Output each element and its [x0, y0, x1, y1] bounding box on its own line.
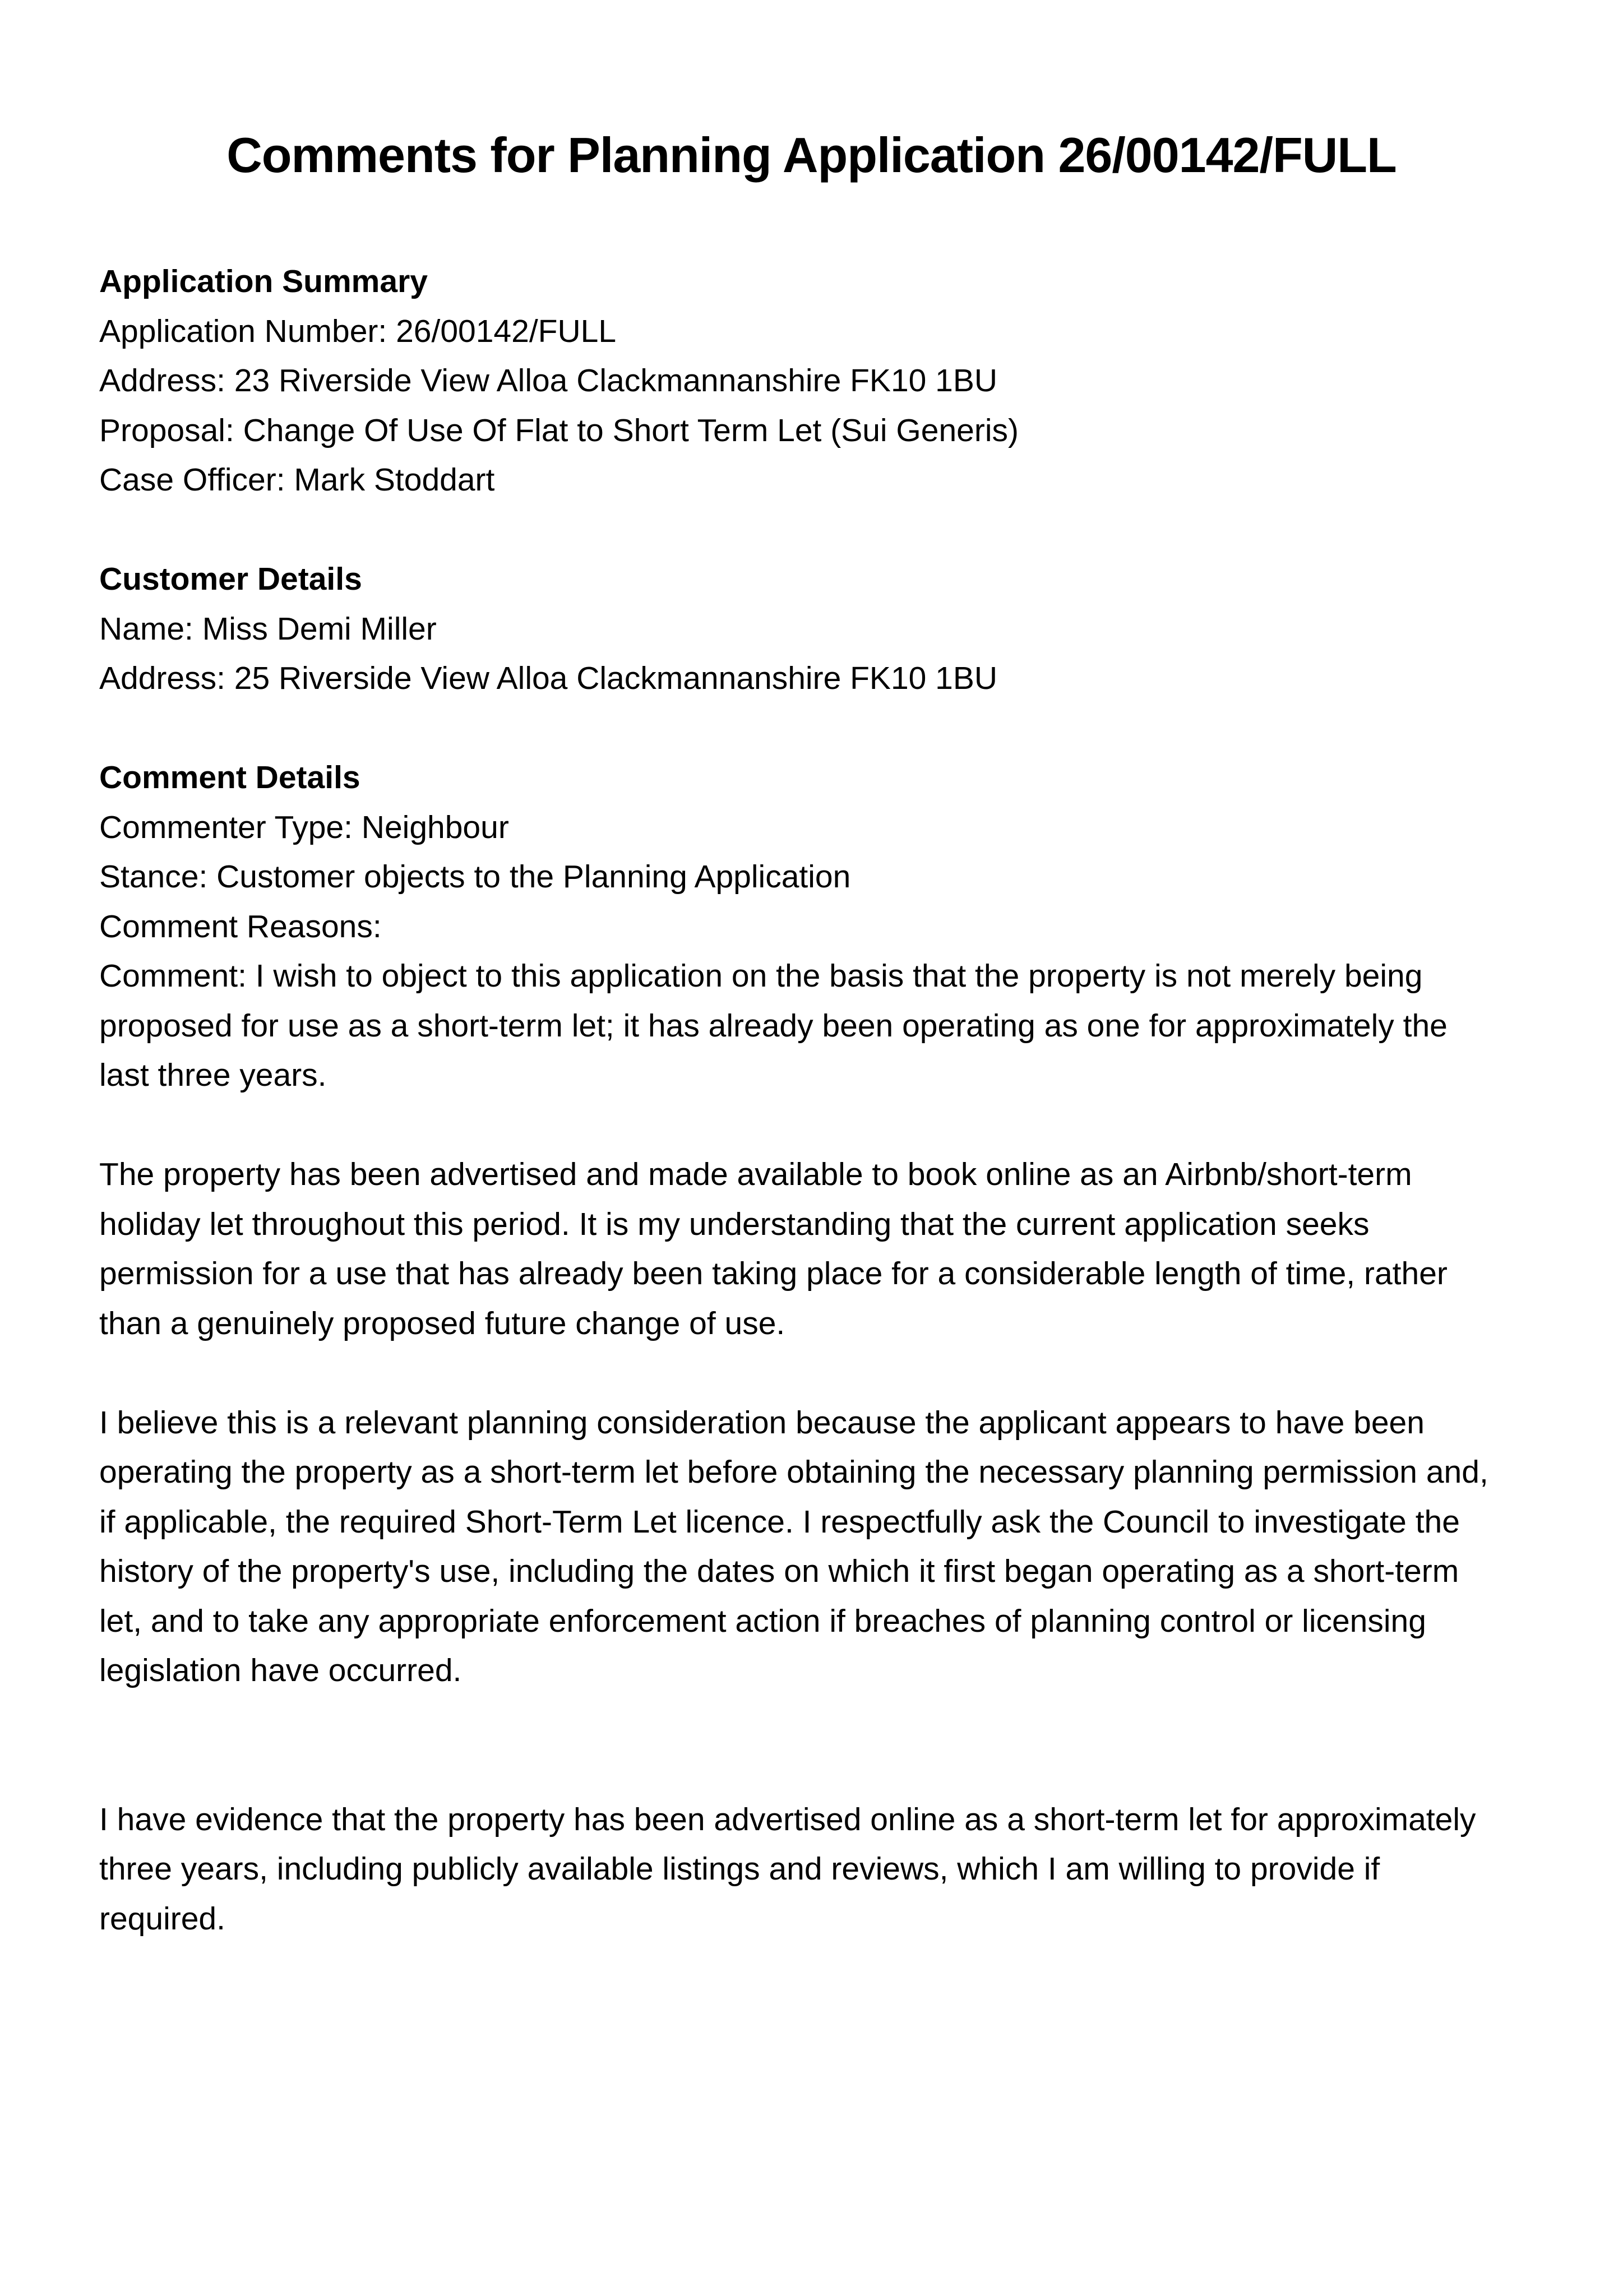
comment-line: proposed for use as a short-term let; it has already been operating as one for approximately the: [99, 1007, 1448, 1044]
comment-line: if applicable, the required Short-Term Let licence. I respectfully ask the Council to investigate the: [99, 1503, 1460, 1540]
paragraph-spacer: [99, 1696, 1534, 1795]
page-title: Comments for Planning Application 26/00142/FULL: [226, 127, 1397, 183]
application-summary-heading: Application Summary: [99, 263, 428, 299]
customer-details-section: [99, 554, 1534, 703]
application-number: Application Number: 26/00142/FULL: [99, 313, 617, 349]
comment-line: history of the property's use, including the dates on which it first began operating as a short-term: [99, 1553, 1459, 1589]
comment-line: last three years.: [99, 1057, 327, 1093]
stance: Stance: Customer objects to the Planning Application: [99, 859, 851, 895]
comment-line: let, and to take any appropriate enforcement action if breaches of planning control or licensing: [99, 1603, 1426, 1639]
application-proposal: Proposal: Change Of Use Of Flat to Short Term Let (Sui Generis): [99, 412, 1019, 448]
comment-line: required.: [99, 1900, 225, 1937]
commenter-type: Commenter Type: Neighbour: [99, 809, 509, 845]
comment-line: three years, including publicly available listings and reviews, which I am willing to provide if: [99, 1851, 1380, 1887]
comment-reasons: Comment Reasons:: [99, 908, 382, 945]
comment-paragraph-3: [99, 1398, 1534, 1696]
customer-details-heading: Customer Details: [99, 561, 362, 597]
document-body: [99, 257, 1534, 1943]
comment-line: I have evidence that the property has been advertised online as a short-term let for approximately: [99, 1801, 1476, 1837]
comment-line: legislation have occurred.: [99, 1652, 462, 1688]
section-spacer: [99, 703, 1534, 753]
case-officer: Case Officer: Mark Stoddart: [99, 462, 495, 498]
comment-line: permission for a use that has already been taking place for a considerable length of time, rather: [99, 1256, 1448, 1292]
comment-line: holiday let throughout this period. It is my understanding that the current application seeks: [99, 1206, 1370, 1242]
comment-line: The property has been advertised and made available to book online as an Airbnb/short-term: [99, 1156, 1412, 1192]
comment-details-heading: Comment Details: [99, 760, 360, 795]
application-address: Address: 23 Riverside View Alloa Clackmannanshire FK10 1BU: [99, 363, 998, 399]
customer-name: Name: Miss Demi Miller: [99, 610, 437, 647]
comment-line: I believe this is a relevant planning consideration because the applicant appears to have been: [99, 1404, 1425, 1441]
paragraph-spacer: [99, 1348, 1534, 1398]
comment-line: Comment: I wish to object to this application on the basis that the property is not merely being: [99, 958, 1423, 994]
paragraph-spacer: [99, 1100, 1534, 1150]
comment-paragraph-2: [99, 1150, 1534, 1348]
application-summary-section: [99, 257, 1534, 505]
comment-line: operating the property as a short-term let before obtaining the necessary planning permission and,: [99, 1454, 1488, 1490]
comment-details-section: [99, 753, 1534, 1943]
comment-paragraph-4: [99, 1795, 1534, 1944]
section-spacer: [99, 505, 1534, 555]
customer-address: Address: 25 Riverside View Alloa Clackmannanshire FK10 1BU: [99, 660, 998, 696]
comment-paragraph-1: [99, 951, 1534, 1100]
comment-line: than a genuinely proposed future change of use.: [99, 1305, 785, 1341]
